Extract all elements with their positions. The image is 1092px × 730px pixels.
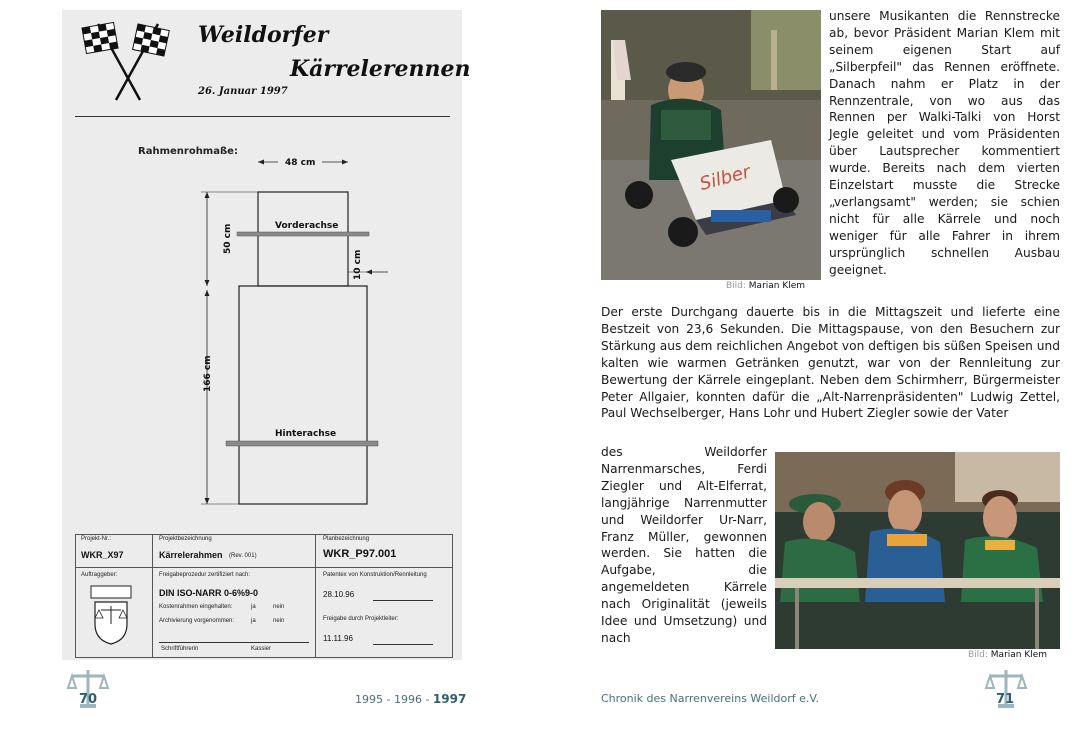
article-text-middle: Der erste Durchgang dauerte bis in die Mittagszeit und lieferte eine Bestzeit von 23,6 Sekunden. Die Mittagspause, von den Besuchern zur Stärkung aus dem reichlichen Angebot von deftigen bis süßen Speisen und kalten wie warmen Getränken genutzt, war von der Rennleitung zur Bewertung der Kärrele eingeplant. Neben dem Schirmherr, Bürgermeister Peter Allgaier, konnten dafür die „Alt-Narrenpräsidenten" Ludwig Zettel, Paul Wechselberger, Hans Lohr und Hubert Ziegler sowie der Vater [601,305,1060,421]
projektbezeichnung-label: Projektbezeichnung [159,536,212,542]
archiv-nein: nein [273,618,285,624]
drawing-date: 26. Januar 1997 [198,86,288,97]
front-axle-bar [237,232,369,236]
dim-height-top: 50 cm [223,223,233,254]
kassier-label: Kassier [251,646,272,652]
photo2-caption [968,650,1047,660]
patent-label: Patentex von Konstruktion/Rennleitung [323,572,427,578]
schriftfuehrerin-label: Schriftführerin [161,646,199,652]
dim-width-top: 48 cm [285,158,316,168]
drawing-title-line2: Kärrelerennen [290,56,471,82]
kosten-nein: nein [273,604,285,610]
photo1-sign-text: Silber [697,161,753,196]
din-norm: DIN ISO-NARR 0-6%9-0 [159,588,259,598]
article-text-bottom: des Weildorfer Narrenmarsches, Ferdi Ziegler und Alt-Elferrat, langjährige Narrenmutter und Weildorfer Ur-Narr, Franz Müller, gewonnen werden. Sie hatten die Aufgabe, die angemeldeten Kärrele nach Originalität (jeweils Idee und Umsetzung) und nach [601,445,767,645]
footer-years-prefix: 1995 - 1996 - [355,693,433,706]
drawing-title-block [75,534,452,658]
footer-chronik: Chronik des Narrenvereins Weildorf e.V. [601,692,820,705]
club-crest-icon [89,584,133,646]
patent-signature-line [373,600,433,601]
projekt-nr: WKR_X97 [81,550,124,560]
kosten-ja: ja [251,604,256,610]
archiv-ja: ja [251,618,256,624]
freigabe-signature-line [373,644,433,645]
checkered-flags-icon [78,18,178,102]
divider [75,116,450,117]
photo1-caption-name: Marian Klem [748,281,806,291]
projektbezeichnung: Kärrelerahmen [159,550,223,560]
photo1-caption [726,281,805,291]
photo-race-kart [601,10,821,280]
photo-jury-table [775,452,1060,649]
freigabe-proj-label: Freigabe durch Projektleiter: [323,616,399,622]
planbezeichnung-label: Planbezeichnung [323,536,370,542]
drawing-title-line1: Weildorfer [198,22,329,48]
page-number-right: 71 [996,692,1015,707]
photo1-caption-key: Bild: [726,281,746,291]
kosten-label: Kostenrahmen eingehalten: [159,604,233,610]
photo2-caption-key: Bild: [968,650,988,660]
lower-frame [239,286,367,504]
upper-frame [258,192,348,286]
footer-years [355,692,466,706]
page-number-left: 70 [79,692,98,707]
rear-axle-label: Hinterachse [275,429,337,439]
projekt-nr-label: Projekt-Nr.: [81,536,112,542]
article-text-top: unsere Musikanten die Rennstrecke ab, bevor Präsident Marian Klem mit seinem eigenen Start auf „Silberpfeil" das Rennen eröffnete. Danach nahm er Platz in der Rennzentrale, von wo aus das Rennen per Walki-Talki von Horst Jegle geleitet und vom Präsidenten über Lautsprecher kommentiert wurde. Bereits nach dem vierten Einzelstart musste die Strecke „verlangsamt" werden; sie schien nicht für alle Kärrele und noch weniger für alle Fahrer in ihrem ursprünglich schnellen Ausbau geeignet. [829,9,1060,277]
freigabe-label: Freigabeprozedur zertifiziert nach: [159,572,251,578]
photo2-caption-name: Marian Klem [990,650,1048,660]
dim-gap: 10 cm [353,249,363,280]
signature-line [159,642,309,643]
revision: (Rev. 001) [229,553,257,559]
footer-years-current: 1997 [432,692,467,706]
auftraggeber-label: Auftraggeber: [81,572,118,578]
section-label: Rahmenrohmaße: [138,146,238,157]
dim-height-main: 166 cm [203,355,213,392]
front-axle-label: Vorderachse [275,221,339,231]
frame-diagram [190,150,400,520]
patent-date: 28.10.96 [323,590,355,599]
freigabe-date: 11.11.96 [323,634,353,643]
rear-axle-bar [226,441,378,446]
archiv-label: Archivierung vorgenommen: [159,618,235,624]
planbezeichnung: WKR_P97.001 [323,548,397,560]
